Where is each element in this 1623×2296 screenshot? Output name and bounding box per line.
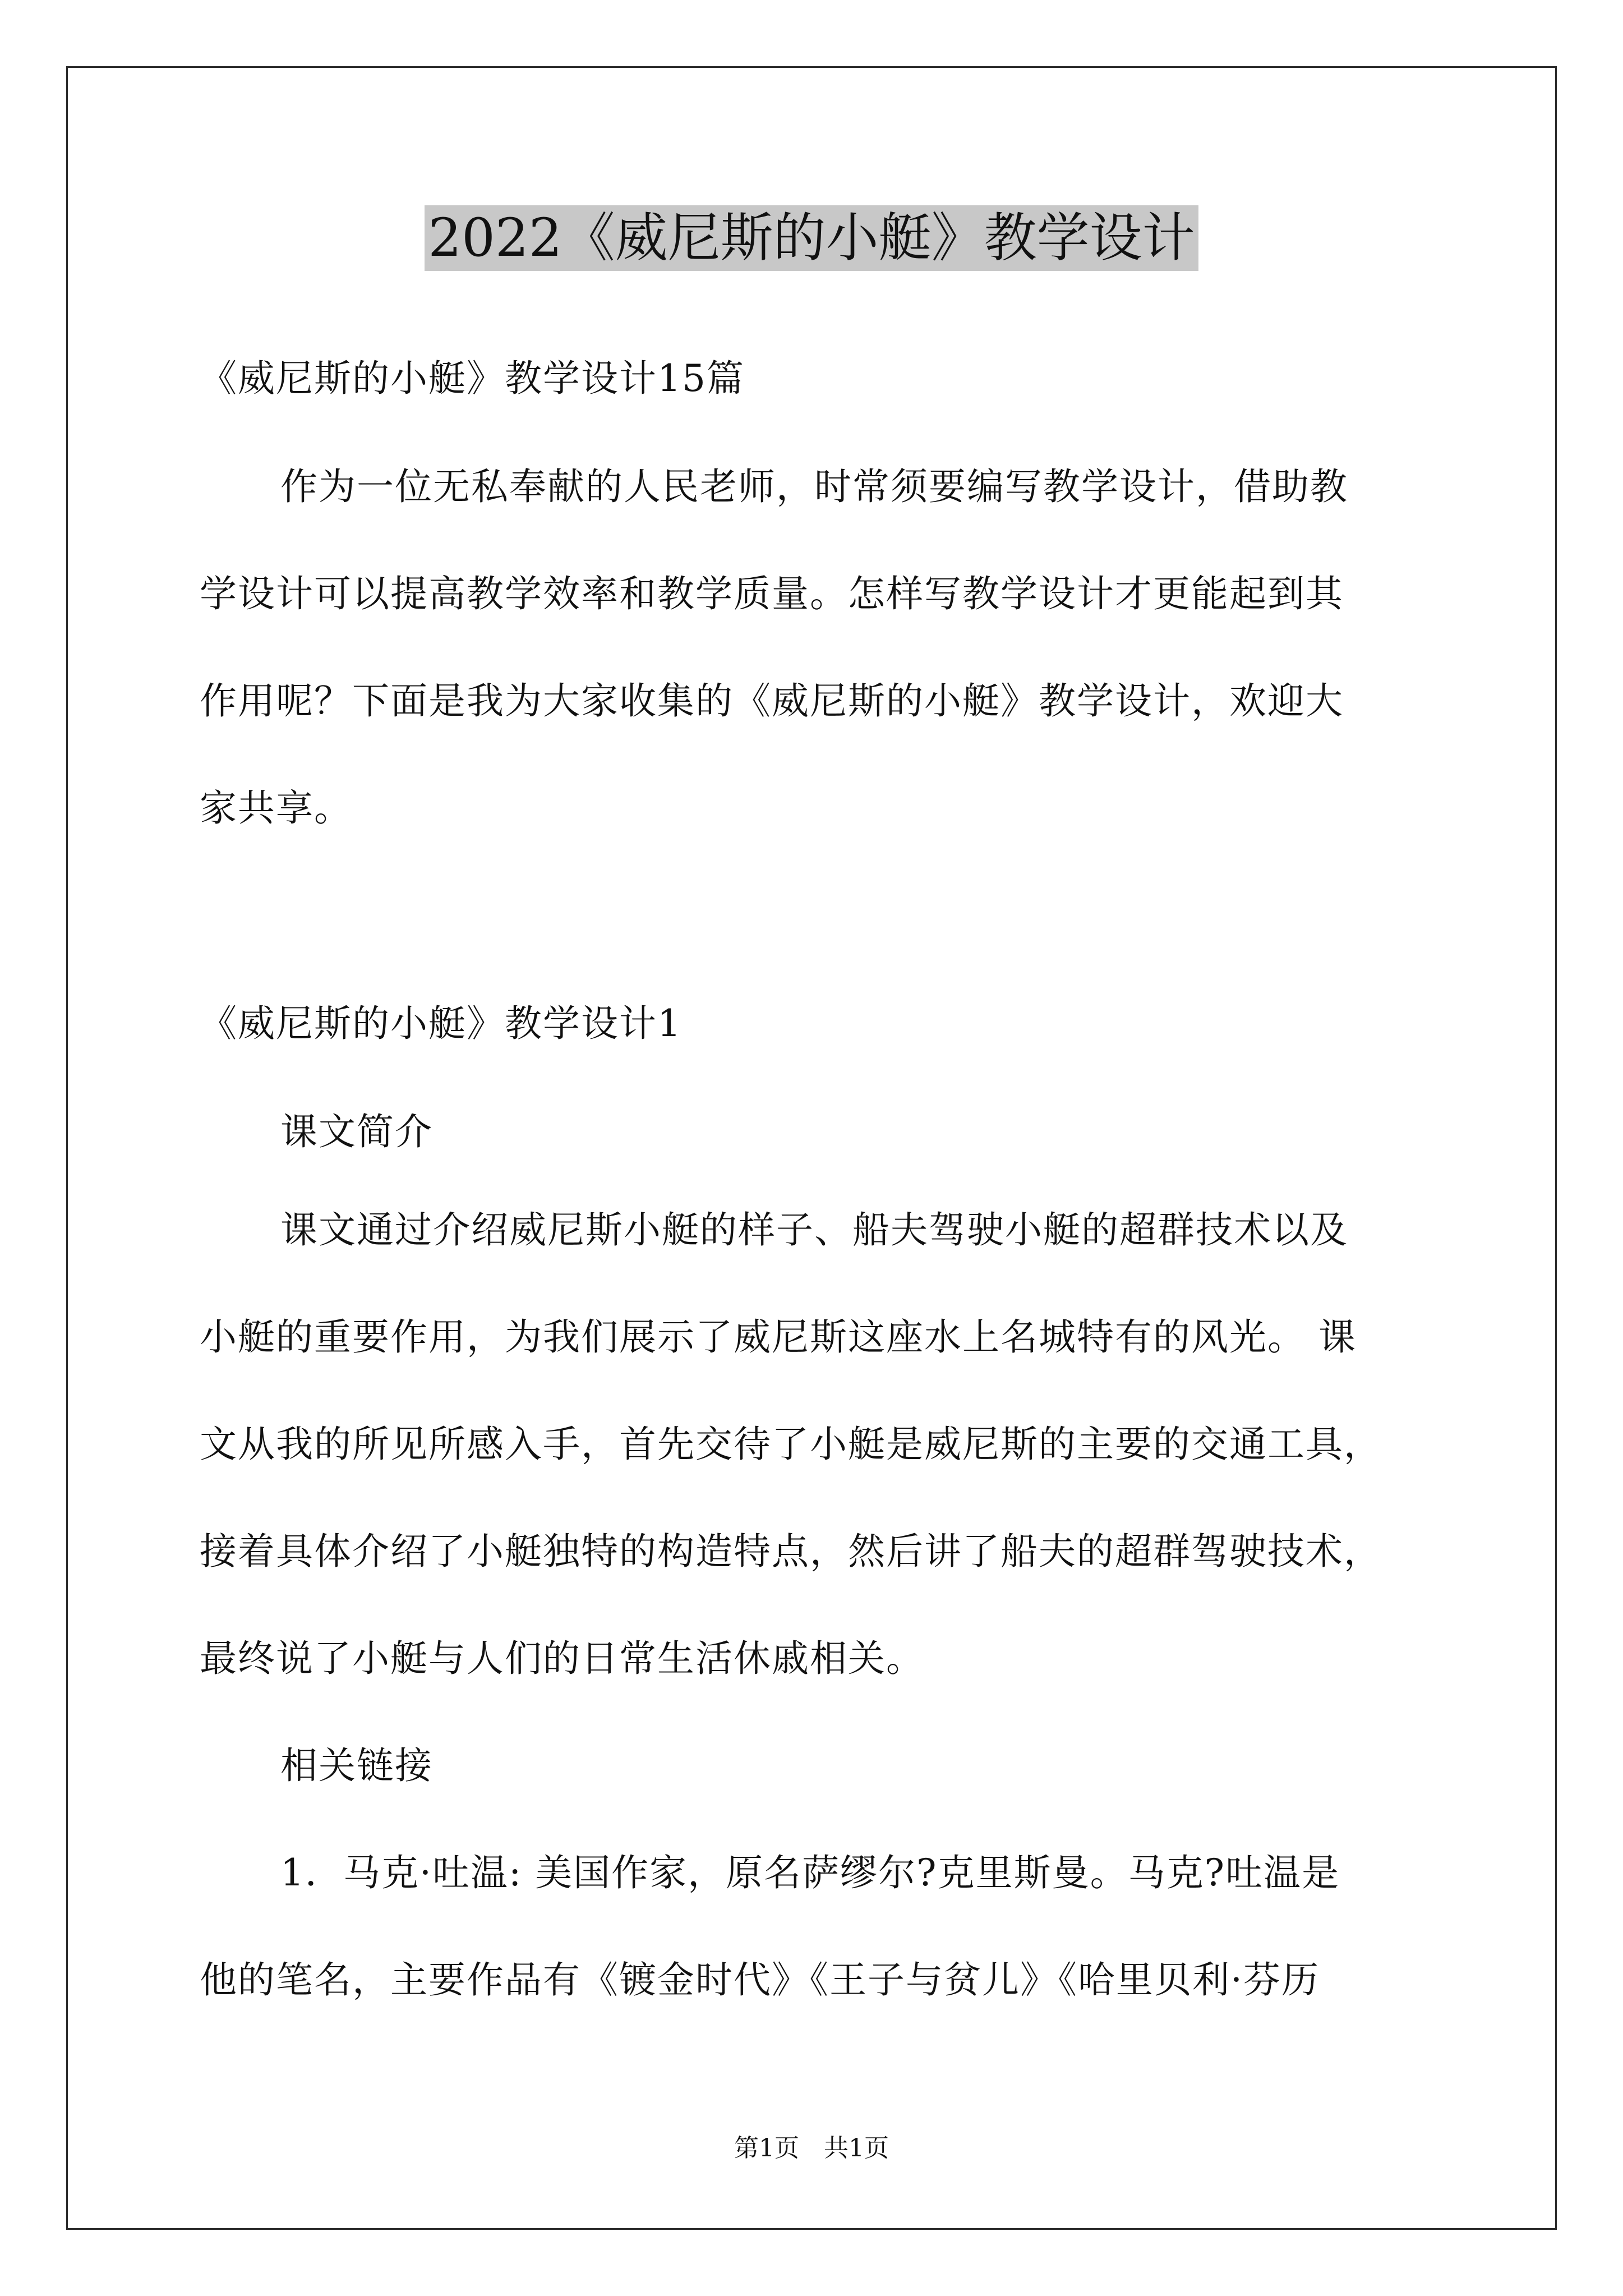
body-line-2: 小艇的重要作用，为我们展示了威尼斯这座水上名城特有的风光。 课: [200, 1315, 1357, 1359]
body-line-3: 文从我的所见所感入手，首先交待了小艇是威尼斯的主要的交通工具，: [200, 1423, 1382, 1466]
subheading-intro: 课文简介: [280, 1110, 433, 1153]
document-title-text: 2022《威尼斯的小艇》教学设计: [425, 205, 1198, 271]
page-footer: 第1页 共1页: [734, 2134, 889, 2162]
link-line-2: 他的笔名，主要作品有《镀金时代》《王子与贫儿》《哈里贝利·芬历: [200, 1958, 1320, 2001]
intro-line-3: 作用呢？下面是我为大家收集的《威尼斯的小艇》教学设计，欢迎大: [200, 679, 1344, 723]
section-heading: 《威尼斯的小艇》教学设计1: [200, 1002, 682, 1045]
intro-line-1: 作为一位无私奉献的人民老师，时常须要编写教学设计，借助教: [280, 465, 1348, 508]
document-subtitle: 《威尼斯的小艇》教学设计15篇: [200, 357, 745, 400]
body-line-4: 接着具体介绍了小艇独特的构造特点，然后讲了船夫的超群驾驶技术，: [200, 1530, 1382, 1573]
body-line-5: 最终说了小艇与人们的日常生活休戚相关。: [200, 1637, 924, 1680]
intro-line-2: 学设计可以提高教学效率和教学质量。怎样写教学设计才更能起到其: [200, 572, 1344, 615]
link-line-1: 1．马克·吐温: 美国作家，原名萨缪尔?克里斯曼。马克?吐温是: [280, 1851, 1340, 1894]
intro-line-4: 家共享。: [200, 786, 352, 830]
subheading-links: 相关链接: [280, 1744, 433, 1787]
body-line-1: 课文通过介绍威尼斯小艇的样子、船夫驾驶小艇的超群技术以及: [280, 1208, 1348, 1251]
document-title: [0, 199, 1623, 278]
